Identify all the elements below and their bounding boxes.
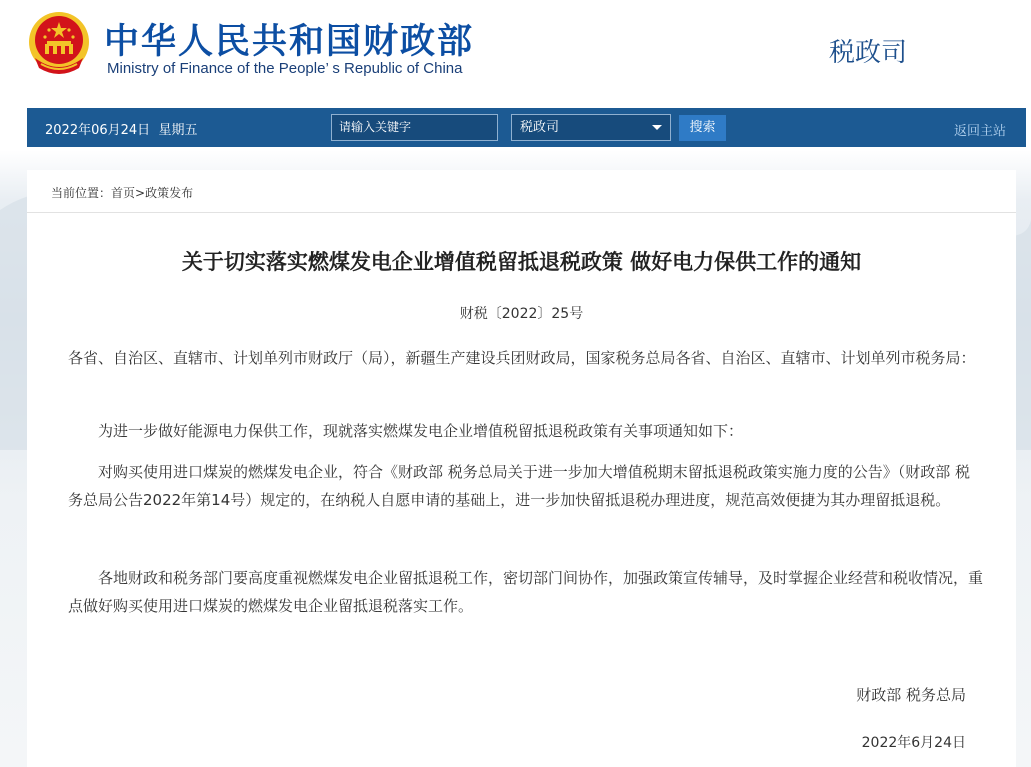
breadcrumb-prefix: 当前位置：	[51, 186, 112, 200]
article-paragraph: 各省、自治区、直辖市、计划单列市财政厅（局），新疆生产建设兵团财政局，国家税务总局各省、自治区、直辖市、计划单列市税务局：	[68, 349, 976, 367]
breadcrumb-home-link[interactable]: 首页	[111, 186, 136, 200]
department-select[interactable]	[511, 114, 671, 141]
breadcrumb	[51, 184, 193, 201]
article-paragraph: 各地财政和税务部门要高度重视燃煤发电企业留抵退税工作，密切部门间协作，加强政策宣传辅导，及时掌握企业经营和税收情况，重点做好购买使用进口煤炭的燃煤发电企业留抵退税落实工作。	[68, 569, 984, 615]
ministry-name-en[interactable]: Ministry of Finance of the People’ s Republic of China	[107, 60, 463, 77]
search-input[interactable]: 请输入关键字	[331, 114, 498, 141]
department-select-value: 税政司	[520, 120, 560, 135]
chevron-down-icon	[652, 125, 662, 130]
site-header	[0, 0, 1031, 108]
breadcrumb-divider	[27, 212, 1016, 213]
article-panel	[27, 170, 1016, 767]
current-date	[45, 119, 197, 138]
issue-date: 2022年6月24日	[861, 735, 966, 751]
article-paragraph: 对购买使用进口煤炭的燃煤发电企业，符合《财政部 税务总局关于进一步加大增值税期末留抵退税政策实施力度的公告》（财政部 税务总局公告2022年第14号）规定的，在纳税人自愿申请的基础上，进一步加快留抵退税办理进度，规范高效便捷为其办理留抵退税。	[68, 463, 971, 509]
date-value: 2022年06月24日	[45, 123, 151, 138]
ministry-name-cn[interactable]: 中华人民共和国财政部	[104, 22, 475, 62]
top-navbar	[27, 108, 1026, 147]
breadcrumb-section-link[interactable]: 政策发布	[145, 186, 194, 200]
article-title: 关于切实落实燃煤发电企业增值税留抵退税政策 做好电力保供工作的通知	[181, 250, 862, 274]
article-paragraph: 为进一步做好能源电力保供工作，现就落实燃煤发电企业增值税留抵退税政策有关事项通知如下：	[98, 422, 744, 440]
return-home-link[interactable]: 返回主站	[953, 124, 1006, 139]
department-name: 税政司	[829, 38, 908, 68]
weekday-value: 星期五	[158, 123, 198, 138]
document-number: 财税〔2022〕25号	[459, 306, 584, 322]
issuing-authority: 财政部 税务总局	[856, 686, 966, 704]
breadcrumb-separator: >	[135, 186, 146, 200]
national-emblem-icon[interactable]	[27, 10, 91, 78]
search-button[interactable]: 搜索	[679, 115, 726, 141]
